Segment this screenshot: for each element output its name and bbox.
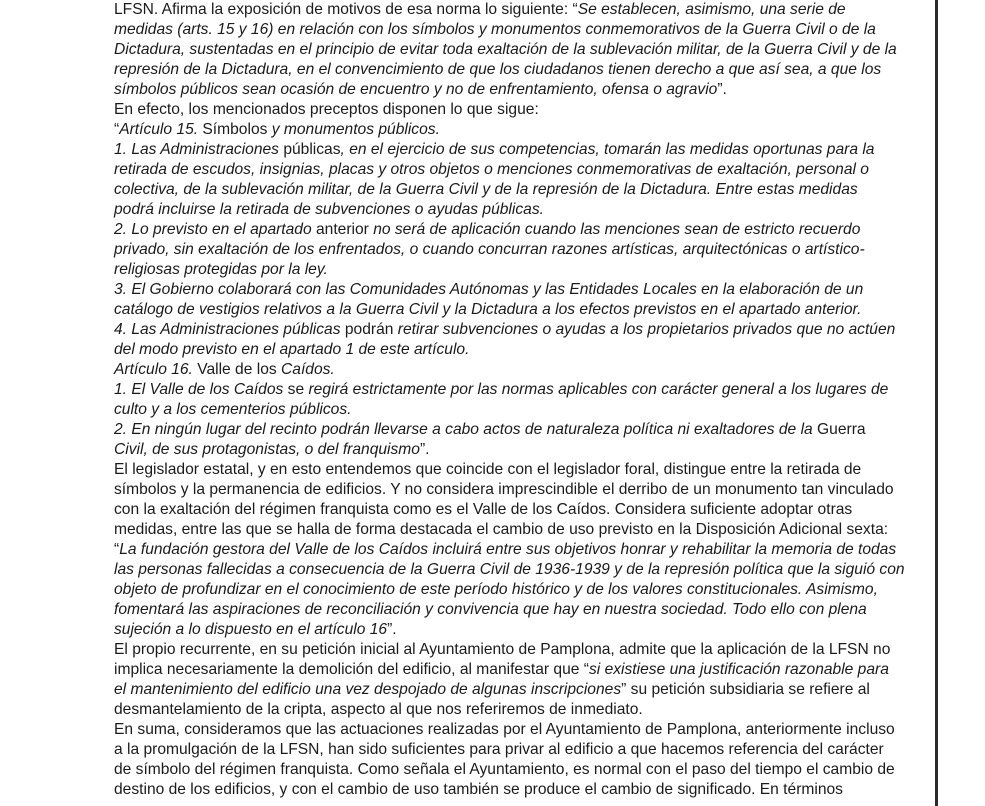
text-line [114,100,934,120]
text-line [114,140,934,160]
text: En suma, consideramos que las actuaciones realizadas por el Ayuntamiento de Pamplona, anteriormente incluso [114,721,895,738]
text: medidas, entre las que se halla de forma destacada el cambio de uso previsto en la Disposición Adicional sexta: [114,521,889,538]
italic-text: 1. Las Administraciones [114,141,284,158]
text-line [114,280,934,300]
italic-text: Se establecen, asimismo, una serie de [577,1,846,18]
text: públicas [283,141,341,158]
text-line [114,720,934,740]
italic-text: Artículo 16. [114,361,193,378]
text: símbolos y la permanencia de edificios. Y no considera imprescindible el derribo de un monumento tan vinculado [114,481,894,498]
text: En efecto, los mencionados preceptos disponen lo que sigue: [114,101,539,118]
italic-text: , en el ejercicio de sus competencias, tomarán las medidas oportunas para la [340,141,875,158]
text: se [287,381,305,398]
text-line [114,480,934,500]
text-line [114,180,934,200]
text-line [114,0,934,20]
italic-text: las personas fallecidas a consecuencia de la Guerra Civil de 1936-1939 y de la represión política que la siguió con [114,561,905,578]
italic-text: religiosas protegidas por la ley. [114,261,328,278]
text: “ [114,541,120,558]
text: podrán [344,321,394,338]
text-line [114,680,934,700]
text: El propio recurrente, en su petición inicial al Ayuntamiento de Pamplona, admite que la aplicación de la LFSN no [114,641,891,658]
text-line [114,580,934,600]
text: con la exaltación del régimen franquista como es el Valle de los Caídos. Considera suficiente adoptar otras [114,501,853,518]
text: El legislador estatal, y en esto entendemos que coincide con el legislador foral, distingue entre la retirada de [114,461,862,478]
italic-text: catálogo de vestigios relativos a la Guerra Civil y la Dictadura a los efectos previstos en el apartado anterior. [114,301,862,318]
italic-text: retirar subvenciones o ayudas a los propietarios privados que no actúen [393,321,896,338]
text-line [114,260,934,280]
text-line [114,200,934,220]
text-line [114,320,934,340]
text-line [114,400,934,420]
text-line [114,740,934,760]
text: LFSN. Afirma la exposición de motivos de esa norma lo siguiente: “ [114,1,578,18]
italic-text: represión de la Dictadura, en el convencimiento de que los ciudadanos tienen derecho a que así sea, a que los [114,61,882,78]
text-line [114,340,934,360]
text-line [114,120,934,140]
italic-text: 3. El Gobierno colaborará con las Comunidades Autónomas y las Entidades Locales en la elaboración de un [114,281,864,298]
text-line [114,660,934,680]
text-line [114,360,934,380]
text-line [114,700,934,720]
italic-text: podrá incluirse la retirada de subvenciones o ayudas públicas. [114,201,544,218]
text-line [114,520,934,540]
italic-text: el mantenimiento del edificio una vez despojado de algunas inscripciones [114,681,622,698]
text-line [114,420,934,440]
text-line [114,780,934,800]
italic-text: 4. Las Administraciones públicas [114,321,345,338]
document-body [114,0,934,800]
text-line [114,220,934,240]
text: Valle de los [192,361,282,378]
text-line [114,760,934,780]
italic-text: 1. El Valle de los Caídos [114,381,288,398]
text-line [114,300,934,320]
text-line [114,60,934,80]
text: implica necesariamente la demolición del edificio, al manifestar que “ [114,661,589,678]
text-line [114,380,934,400]
italic-text: objeto de profundizar en el conocimiento de este período histórico y de los valores constitucionales. Asimismo, [114,581,878,598]
italic-text: y monumentos públicos. [271,121,440,138]
text-line [114,160,934,180]
italic-text: sujeción a lo dispuesto en el artículo 16 [114,621,388,638]
text: destino de los edificios, y con el cambio de uso también se produce el cambio de significado. En términos [114,781,843,798]
italic-text: culto y a los cementerios públicos. [114,401,352,418]
text-line [114,460,934,480]
italic-text: La fundación gestora del Valle de los Caídos incluirá entre sus objetivos honrar y rehabilitar la memoria de todas [119,541,897,558]
text: ”. [419,441,430,458]
text-line [114,620,934,640]
italic-text: símbolos públicos sean ocasión de encuentro y no de enfrentamiento, ofensa o agravio [114,81,718,98]
text: Símbolos [198,121,272,138]
italic-text: del modo previsto en el apartado 1 de este artículo. [114,341,470,358]
text-line [114,500,934,520]
text-line [114,40,934,60]
italic-text: 2. En ningún lugar del recinto podrán llevarse a cabo actos de naturaleza política ni exaltadores de la [114,421,818,438]
text-line [114,560,934,580]
text: anterior [316,221,369,238]
text-line [114,20,934,40]
text: “ [114,121,120,138]
italic-text: regirá estrictamente por las normas aplicables con carácter general a los lugares de [304,381,889,398]
italic-text: medidas (arts. 15 y 16) en relación con los símbolos y monumentos conmemorativos de la Guerra Civil o de la [114,21,876,38]
italic-text: 2. Lo previsto en el apartado [114,221,316,238]
italic-text: Dictadura, sustentadas en el principio de evitar toda exaltación de la sublevación militar, de la Guerra Civil y de la [114,41,897,58]
text-line [114,600,934,620]
italic-text: retirada de escudos, insignias, placas y otros objetos o menciones conmemorativas de exaltación, personal o [114,161,869,178]
text-line [114,540,934,560]
text: a la promulgación de la LFSN, han sido suficientes para privar al edificio a que hacemos referencia del carácter [114,741,884,758]
italic-text: si existiese una justificación razonable para [588,661,889,678]
page-edge-rule [935,0,938,806]
text: ” su petición subsidiaria se refiere al [621,681,870,698]
text: ”. [717,81,727,98]
italic-text: Caídos. [281,361,335,378]
italic-text: Civil, de sus protagonistas, o del franquismo [114,441,420,458]
italic-text: fomentará las aspiraciones de reconciliación y convivencia que hay en nuestra sociedad. Todo ello con plena [114,601,867,618]
text: ”. [387,621,397,638]
italic-text: colectiva, de la sublevación militar, de la Guerra Civil y de la represión de la Dictadura. Entre estas medidas [114,181,858,198]
italic-text: no será de aplicación cuando las menciones sean de estricto recuerdo [368,221,861,238]
text-line [114,440,934,460]
text-line [114,80,934,100]
text-line [114,240,934,260]
italic-text: privado, sin exaltación de los enfrentados, o cuando concurran razones artísticas, arquitectónicas o artístico- [114,241,865,258]
text: Guerra [817,421,866,438]
text: de símbolo del régimen franquista. Como señala el Ayuntamiento, es normal con el paso del tiempo el cambio de [114,761,895,778]
text-line [114,640,934,660]
text: desmantelamiento de la cripta, aspecto al que nos referiremos de inmediato. [114,701,643,718]
italic-text: Artículo 15. [119,121,199,138]
